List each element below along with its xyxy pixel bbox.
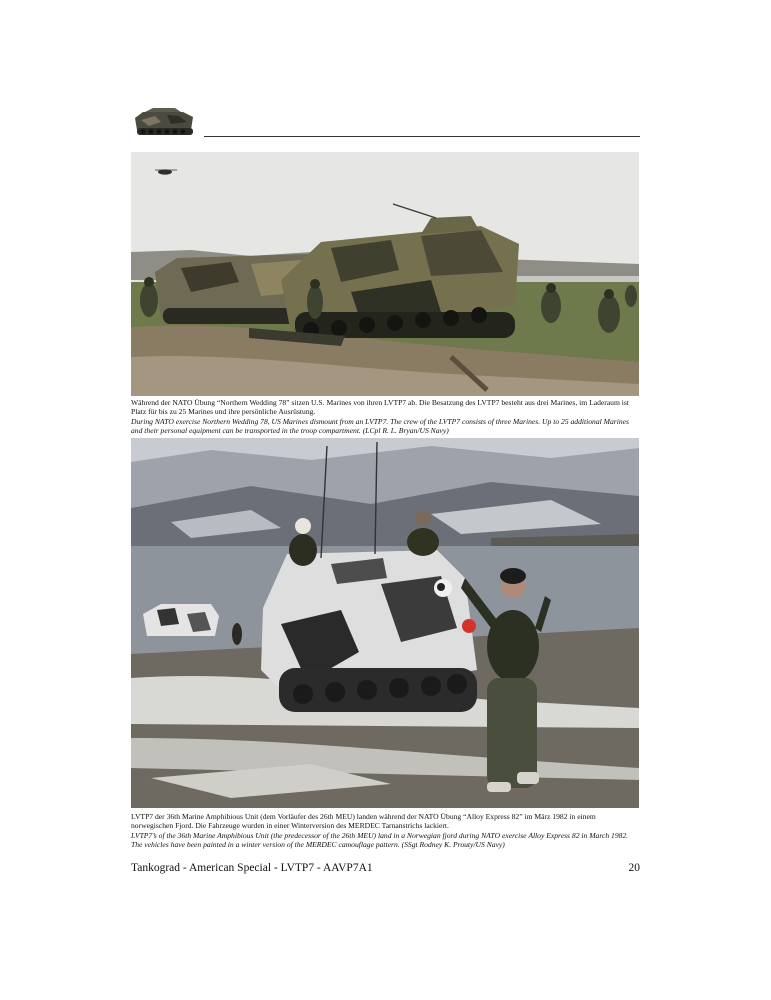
photo-northern-wedding (131, 152, 639, 396)
photo-caption (131, 398, 639, 435)
caption-english: During NATO exercise Northern Wedding 78, US Marines dismount from an LVTP7. The crew of the LVTP7 consists of three Marines. Up to 25 additional Marines and their personal equipment can be transported in the troop compartment. (LCpl R. L. Bryan/US Navy) (131, 416, 629, 435)
photo-caption (131, 812, 639, 849)
footer-title: Tankograd - American Special - LVTP7 - AAVP7A1 (131, 862, 373, 874)
photo-alloy-express (131, 438, 639, 808)
caption-german: Während der NATO Übung “Northern Wedding 78” sitzen U.S. Marines von ihren LVTP7 ab. Die Besatzung des LVTP7 besteht aus drei Marines, im Laderaum ist Platz für bis zu 25 Marines und ihre persönliche Ausrüstung. (131, 398, 629, 417)
page-number: 20 (628, 862, 640, 874)
header-rule (204, 136, 640, 137)
caption-english: LVTP7’s of the 36th Marine Amphibious Unit (the predecessor of the 26th MEU) land in a Norwegian fjord during NATO exercise Alloy Express 82 in March 1982. The vehicles have been painted in a winter version of the MERDEC camouflage pattern. (SSgt Rodney K. Prouty/US Navy) (131, 830, 629, 849)
tracked-vehicle-icon (131, 104, 197, 138)
caption-german: LVTP7 der 36th Marine Amphibious Unit (dem Vorläufer des 26th MEU) landen während der NATO Übung “Alloy Express 82” im März 1982 in einem norwegischen Fjord. Die Fahrzeuge wurden in einer Winterversion des MERDEC Tarnanstrichs lackiert. (131, 812, 596, 831)
